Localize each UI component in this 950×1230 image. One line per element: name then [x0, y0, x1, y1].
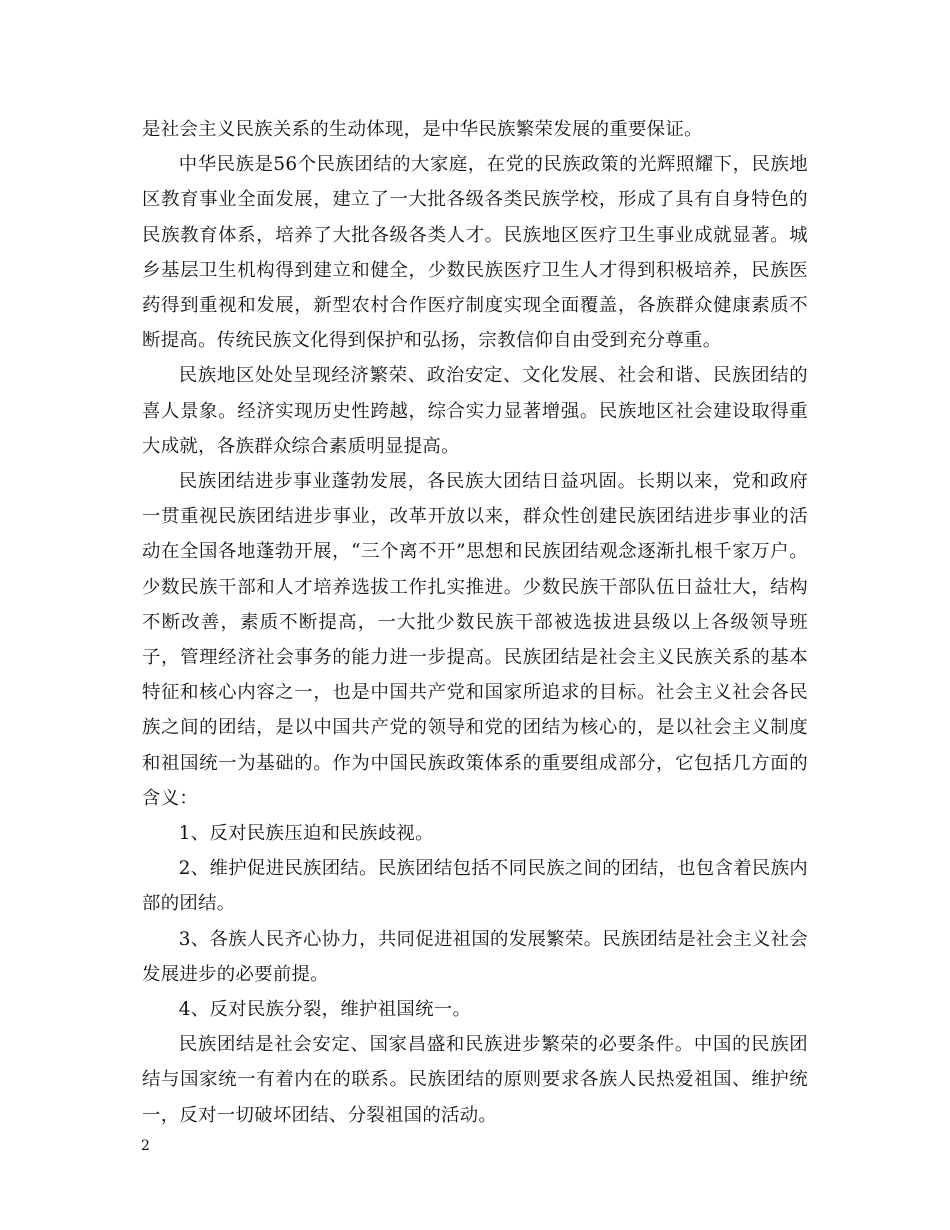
list-item-2: 2、维护促进民族团结。民族团结包括不同民族之间的团结，也包含着民族内部的团结。	[142, 858, 808, 915]
list-item-4: 4、反对民族分裂，维护祖国统一。	[178, 999, 472, 1021]
document-body	[142, 112, 808, 1133]
paragraph-regional-prosperity: 民族地区处处呈现经济繁荣、政治安定、文化发展、社会和谐、民族团结的喜人景象。经济实现历史性跨越，综合实力显著增强。民族地区社会建设取得重大成就，各族群众综合素质明显提高。	[142, 365, 808, 457]
paragraph-unity-progress: 民族团结进步事业蓬勃发展，各民族大团结日益巩固。长期以来，党和政府一贯重视民族团结进步事业，改革开放以来，群众性创建民族团结进步事业的活动在全国各地蓬勃开展，“三个离不开”思想和民族团结观念逐渐扎根千家万户。少数民族干部和人才培养选拔工作扎实推进。少数民族干部队伍日益壮大，结构不断改善，素质不断提高，一大批少数民族干部被选拔进县级以上各级领导班子，管理经济社会事务的能力进一步提高。民族团结是社会主义民族关系的基本特征和核心内容之一，也是中国共产党和国家所追求的目标。社会主义社会各民族之间的团结，是以中国共产党的领导和党的团结为核心的，是以社会主义制度和祖国统一为基础的。作为中国民族政策体系的重要组成部分，它包括几方面的含义：	[142, 471, 808, 809]
paragraph-education-health: 中华民族是56个民族团结的大家庭，在党的民族政策的光辉照耀下，民族地区教育事业全面发展，建立了一大批各级各类民族学校，形成了具有自身特色的民族教育体系，培养了大批各级各类人才。民族地区医疗卫生事业成就显著。城乡基层卫生机构得到建立和健全，少数民族医疗卫生人才得到积极培养，民族医药得到重视和发展，新型农村合作医疗制度实现全面覆盖，各族群众健康素质不断提高。传统民族文化得到保护和弘扬，宗教信仰自由受到充分尊重。	[142, 154, 808, 352]
page-number: 2	[141, 1138, 150, 1154]
list-item-1: 1、反对民族压迫和民族歧视。	[178, 823, 434, 845]
paragraph-conclusion: 民族团结是社会安定、国家昌盛和民族进步繁荣的必要条件。中国的民族团结与国家统一有着内在的联系。民族团结的原则要求各族人民热爱祖国、维护统一，反对一切破坏团结、分裂祖国的活动。	[142, 1034, 808, 1126]
list-item-3: 3、各族人民齐心协力，共同促进祖国的发展繁荣。民族团结是社会主义社会发展进步的必要前提。	[142, 928, 808, 985]
paragraph-continuation: 是社会主义民族关系的生动体现，是中华民族繁荣发展的重要保证。	[142, 119, 703, 140]
